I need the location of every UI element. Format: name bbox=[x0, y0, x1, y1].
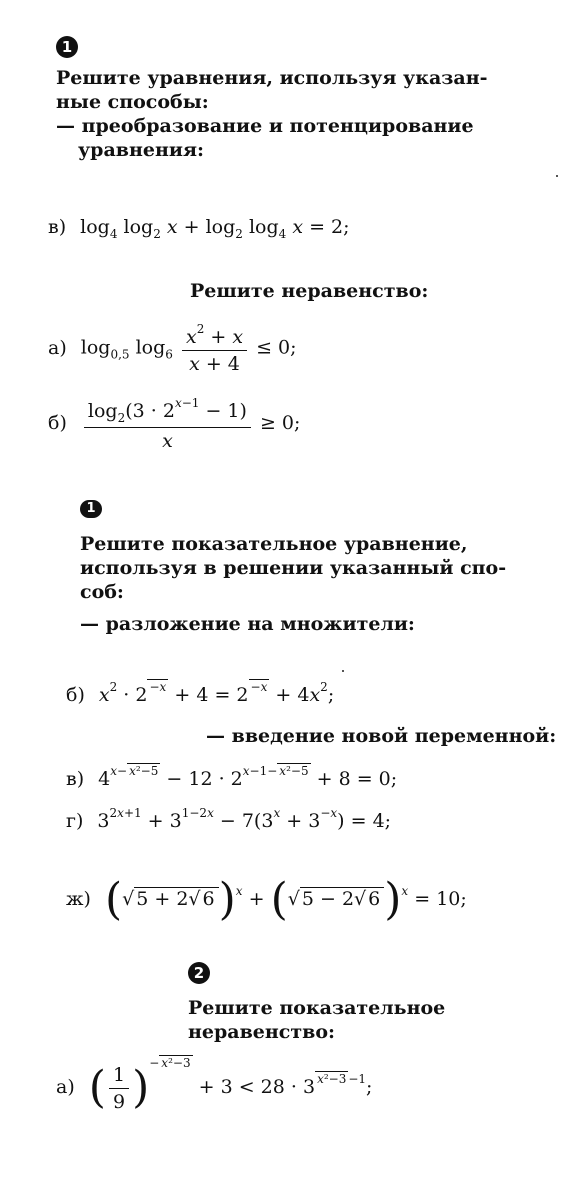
equation-v: в) $\log_4 \log_2 x + \log_2 \log_4 x = 2$; bbox=[48, 216, 350, 241]
equation-label: ж) bbox=[66, 888, 91, 910]
heading-line: Решите уравнения, используя указан- bbox=[56, 67, 488, 89]
heading-line: — преобразование и потенцирование bbox=[56, 115, 474, 137]
task-number-1 bbox=[56, 36, 78, 58]
heading-line: Решите показательное bbox=[188, 997, 446, 1019]
equation-label: в) bbox=[66, 768, 85, 790]
equation-label: б) bbox=[66, 684, 85, 706]
task-number-badge: 1 bbox=[56, 36, 78, 58]
heading-line: — разложение на множители: bbox=[80, 613, 415, 635]
equation-label: в) bbox=[48, 216, 67, 238]
method-heading: — введение новой переменной: bbox=[206, 725, 557, 747]
task-2-heading bbox=[80, 532, 506, 636]
equation-2g: г) $3^{2x+1} + 3^{1-2x} - 7(3^x + 3^{-x}) = 4$; bbox=[66, 806, 392, 832]
heading-line: ные способы: bbox=[56, 91, 209, 113]
speck bbox=[342, 670, 344, 672]
heading-line: неравенство: bbox=[188, 1021, 336, 1043]
fraction: $\frac{\log_2(3 \cdot 2^{x-1} - 1)}{x}$ bbox=[84, 396, 251, 452]
heading-line: соб: bbox=[80, 581, 124, 603]
heading-line: уравнения: bbox=[78, 139, 205, 161]
inequality-label: б) bbox=[48, 412, 67, 434]
speck bbox=[556, 175, 558, 177]
heading-line: используя в решении указанный спо- bbox=[80, 557, 507, 579]
task-3-heading bbox=[188, 996, 445, 1044]
inequality-3a: а) ( $\frac{1}{9}$ )$^{- x^2-3}$ + 3 < 28 · 3 $^{x^2-3 -1}$; bbox=[56, 1056, 373, 1113]
task-number-badge: 2 bbox=[188, 962, 210, 984]
fraction: $\frac{1}{9}$ bbox=[109, 1064, 129, 1113]
inequality-label: а) bbox=[56, 1076, 75, 1098]
inequality-a: а) $\log_{0,5} \log_6$ $\frac{x^2 + x}{x + 4}$ ≤ 0; bbox=[48, 322, 297, 375]
inequality-heading: Решите неравенство: bbox=[190, 280, 429, 302]
task-number-2 bbox=[188, 962, 210, 984]
task-number-1b bbox=[80, 497, 102, 518]
task-number-badge: 1 bbox=[80, 500, 102, 518]
fraction: $\frac{x^2 + x}{x + 4}$ bbox=[182, 322, 247, 375]
heading-line: Решите показательное уравнение, bbox=[80, 533, 468, 555]
equation-label: г) bbox=[66, 810, 84, 832]
task-1-heading bbox=[56, 66, 487, 162]
equation-2zh: ж) (√ 5 + 2√ 6)$^x$ + (√ 5 − 2√ 6)$^x$ = 10; bbox=[66, 874, 467, 925]
inequality-label: а) bbox=[48, 336, 67, 359]
equation-2b: б) $x^2 \cdot 2$ $^{-x}$ + 4 = 2 $^{-x} + 4x^2$; bbox=[66, 680, 335, 706]
equation-2v: в) $4^{x- x^2-5} - 12 \cdot 2^{x-1- x^2-5} + 8 = 0$; bbox=[66, 764, 398, 790]
inequality-b: б) $\frac{\log_2(3 \cdot 2^{x-1} - 1)}{x}$ ≥ 0; bbox=[48, 396, 301, 452]
